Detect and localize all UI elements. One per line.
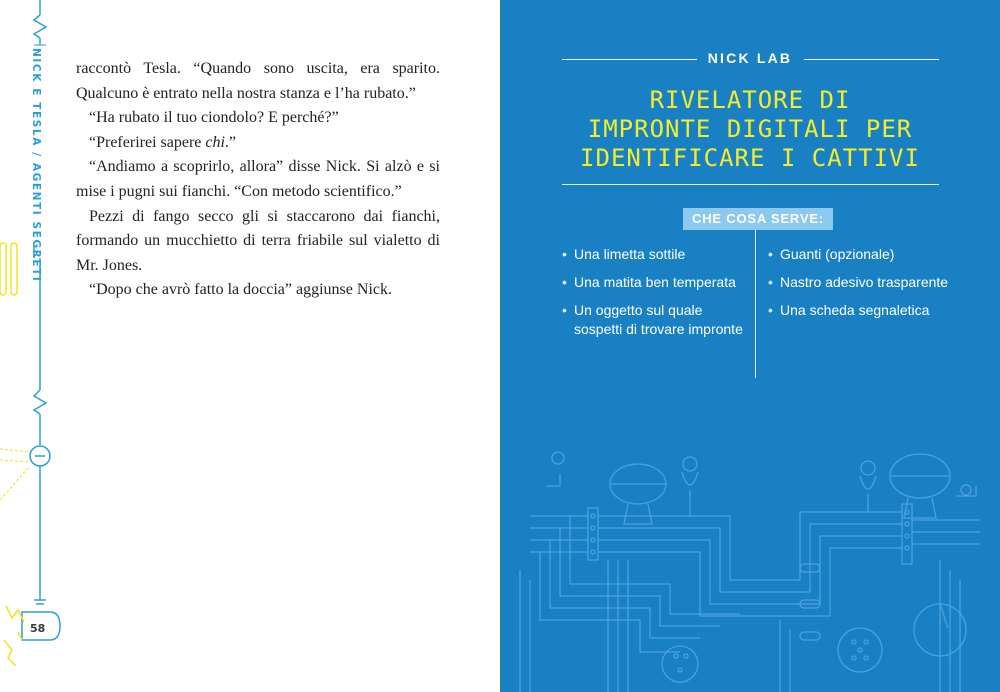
material-text: Una limetta sottile bbox=[574, 246, 686, 262]
story-paragraph: Pezzi di fango secco gli si staccarono dai fianchi, formando un mucchietto di terra friabile sul vialetto di Mr. Jones. bbox=[76, 207, 440, 274]
title-divider bbox=[562, 184, 939, 185]
material-text: Una matita ben temperata bbox=[574, 274, 736, 290]
running-head-vertical bbox=[28, 48, 42, 283]
material-item bbox=[562, 301, 747, 339]
label-rule-right bbox=[804, 59, 939, 60]
bullet-icon: • bbox=[768, 246, 773, 262]
circuit-decoration bbox=[500, 420, 1000, 692]
title-line: IMPRONTE DIGITALI PER bbox=[587, 115, 913, 143]
bullet-icon: • bbox=[768, 274, 773, 290]
bullet-icon: • bbox=[562, 302, 567, 318]
material-item bbox=[768, 301, 968, 320]
story-paragraph bbox=[76, 131, 440, 156]
materials-badge: CHE COSA SERVE: bbox=[683, 208, 833, 230]
material-text: Guanti (opzionale) bbox=[780, 246, 895, 262]
story-paragraph: “Ha rubato il tuo ciondolo? E perché?” bbox=[89, 109, 339, 127]
story-text bbox=[76, 57, 440, 303]
material-item bbox=[768, 245, 968, 264]
emphasis-text: chi bbox=[205, 133, 225, 151]
running-head-text: NICK E TESLA / AGENTI SEGRETI bbox=[30, 48, 42, 283]
bullet-icon: • bbox=[768, 302, 773, 318]
story-paragraph: “Andiamo a scoprirlo, allora” disse Nick. Si alzò e si mise i pugni sui fianchi. “Con metodo scientifico.” bbox=[76, 158, 440, 200]
paragraph-text: “Preferirei sapere bbox=[89, 133, 206, 151]
activity-title bbox=[500, 86, 1000, 173]
material-item bbox=[768, 273, 968, 292]
title-line: RIVELATORE DI bbox=[649, 86, 851, 114]
column-divider bbox=[755, 230, 756, 378]
material-text: Nastro adesivo trasparente bbox=[780, 274, 949, 290]
materials-list-left bbox=[562, 245, 747, 348]
materials-list-right bbox=[768, 245, 968, 329]
section-label: NICK LAB bbox=[707, 50, 793, 66]
story-paragraph: raccontò Tesla. “Quando sono uscita, era sparito. Qualcuno è entrato nella nostra stanza e l’ha rubato.” bbox=[76, 60, 440, 102]
paragraph-text: .” bbox=[224, 133, 237, 151]
bullet-icon: • bbox=[562, 274, 567, 290]
material-item bbox=[562, 245, 747, 264]
material-text: Un oggetto sul quale sospetti di trovare impronte bbox=[574, 302, 743, 337]
bullet-icon: • bbox=[562, 246, 567, 262]
material-text: Una scheda segnaletica bbox=[780, 302, 930, 318]
page-number: 58 bbox=[30, 622, 46, 635]
title-line: IDENTIFICARE I CATTIVI bbox=[580, 144, 920, 172]
material-item bbox=[562, 273, 747, 292]
right-page-nick-lab bbox=[500, 0, 1000, 692]
story-paragraph: “Dopo che avrò fatto la doccia” aggiunse Nick. bbox=[89, 281, 392, 299]
